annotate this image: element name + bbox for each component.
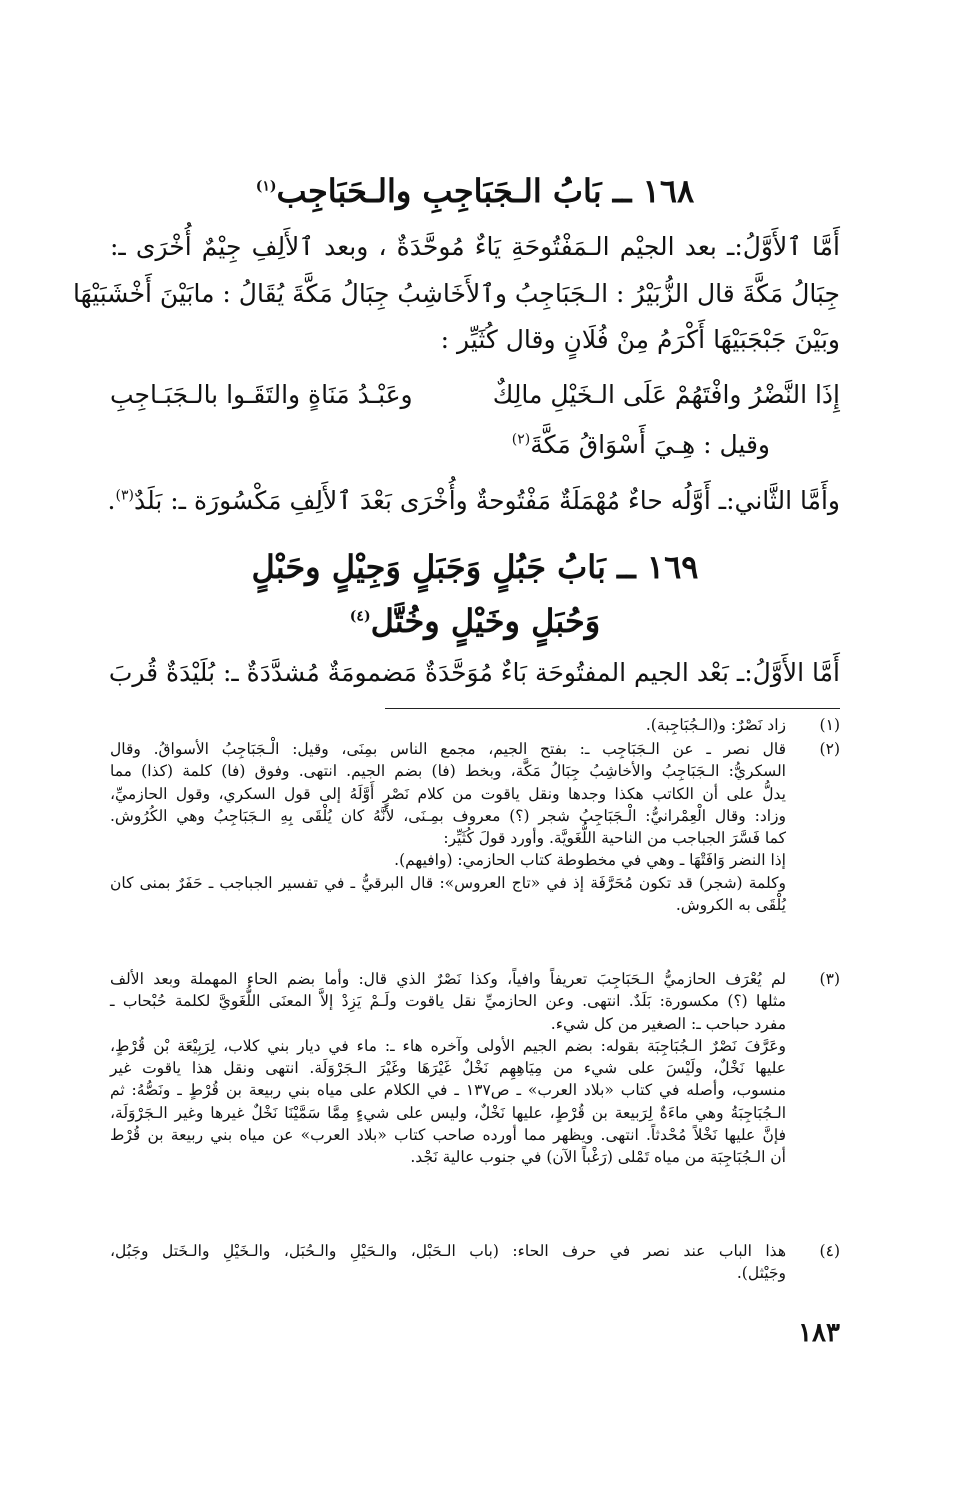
chapter-heading-168: ١٦٨ ــ بَابُ الـجَبَاجِبِ والـحَبَاجِب$^{(١)}$ [255, 172, 695, 210]
chapter-heading-169-continued: وَحُبَلٍ وخَيْلٍ وخُتَّل$^{(٤)}$ [349, 602, 601, 640]
body-line-7: أَمَّا الأَوَّلُ:ـ بَعْد الجيم المفتُوحَة بَاءٌ مُوَحَّدَةٌ مَضمومَةٌ مُشدَّدَةٌ ـ: بُلَيْدَةٌ قُربَ [108, 658, 840, 687]
verse-second-hemistich: وعَبْـدُ مَنَاةٍ والتَقَـوا بالـجَبَـاجِبِ [110, 380, 413, 409]
footnote-4: (٤) هذا الباب عند نصر في حرف الحاء: (باب الـحَبْل، والـحَيْلِ والـحُبَل، والـخَيْلِ والـخَتل وجَبُل، وجَيْثل). [110, 1242, 840, 1283]
body-line-6: وأَمَّا الثَّاني:ـ أَوَّلُه حاءٌ مُهْمَلَةٌ مَفْتُوحةٌ وأُخْرَى بَعْدَ ٱلأَلِفِ مَكْسُورَة ـ: بَلَدٌ$^{(٣)}$. [107, 486, 840, 515]
body-line-1: أَمَّا ٱلأَوَّلُ:ـ بعد الجيْم الـمَفْتُوحَةِ يَاءٌ مُوحَّدَةٌ ، وبعد ٱلأَلِفِ جِيْمٌ أُخْرَى ـ: [110, 232, 840, 261]
footnote-number: (١) [819, 716, 840, 734]
footnote-2: (٢) قال نصر ـ عن الـجَبَاجِب ـ: بفتح الجيم، مجمع الناس بمِنَى، وقيل: الْـجَبَاجِبُ الأسواقُ. وقال السكريُّ: الـجَبَاجِبُ والأخاشِبُ جِبَالُ مَكَّة، وبخط (فا) بضم الجيم. انتهى. وفوق (فا) كلمة (كذا) مما يدلُّ على أن الكاتب هكذا وجدها ونقل ياقوت من كلام نَصْرٍ أَوَّلَهُ إلى قول السكري، وقول الحازميِّ، وزاد: وقال الْعِمْرانيُّ: الْـجَبَاجِبُ شجر (؟) معروف بمِـنَى، لأنَّهُ كان يُلْقَى بِهِ الـجَبَاجِبُ وهي الكُرُوش. كما فَسَّرَ الجباجب من الناحية اللُّغَويَّة. وأورد قولَ كُثَيِّر: إذا النضر وَافَتْهَا ـ وهي في مخطوطة كتاب الحازمي: (وافيهم). وكلمة (شجر) قد تكون مُحَرَّفَة إذ في «تاج العروس»: قال البرقيُّ ـ في تفسير الجباجب ـ حَفَرٌ بمنى كان يُلْقَى به الكروش. [110, 740, 840, 915]
footnote-separator [385, 708, 840, 709]
body-line-3: وبَيْنَ جَبْجَبَيْهَا أَكْرَمُ مِنْ فُلَانٍ وقال كُثَيِّر : [440, 325, 840, 354]
verse-first-hemistich: إِذَا النَّضْرُ وافْتَهُمْ عَلَى الـخَيْلِ مالِكٌ [492, 380, 840, 409]
page-number: ١٨٣ [798, 1318, 840, 1348]
footnote-number: (٣) [819, 970, 840, 988]
footnote-1: (١) زاد نَصْرٌ: و(الـجُبَاجِبة). [110, 714, 840, 736]
body-line-2: جِبَالُ مَكَّةَ قال الزُّبَيْرُ : الـجَبَاجِبُ وٱلأَخَاشِبُ جِبَالُ مَكَّةَ يُقَالُ : مابَيْنَ أَخْشَبَيْهَا [73, 279, 840, 308]
footnote-3: (٣) لم يُعْرَف الحازميُّ الـحَبَاجِبَ تعريفاً وافياً، وكذا نَصْرٌ الذي قال: وأما بضم الحاء المهملة وبعد الألف مثلها (؟) مكسورة: بَلَدٌ. انتهى. وعن الحازميِّ نقل ياقوت ولَـمْ يَزِدْ إلاَّ المعنَى اللُّغَويَّ لكلمة حُبْحاب ـ مفرد حباحب ـ: الصغير من كل شيء. وعَرَّفَ نَصْرٌ الـجُبَاجِبَة بقوله: بضم الجيم الأولى وآخره هاء ـ: ماء في ديار بني كلاب، لِرَبِيْعَة بْن قُرْطٍ، عليها نَخْلٌ، ولَيْسَ على شيء من مِيَاهِهِم نَخْلٌ غَيْرَهَا وغَيْرَ الـجَرْوَلَة. انتهى ونقل هذا ياقوت غير منسوب، وأصله في كتاب «بلاد العرب» ـ ص١٣٧ ـ في الكلام على مياه بني ربيعة بن قُرْطٍ ـ ونَصُّهُ: ثم الـجُبَاجِبَةُ وهي ماءَةٌ لِرَبيعة بن قُرْطٍ، عليها نَخْلٌ، وليس على شيءٍ مِمَّا سَمَّيْنَا نَخْلٌ غيرها وغير الـجَرْوَلَة، فإنَّ عليها نَخْلاً مُحْدثاً. انتهى. ويظهر مما أورده صاحب كتاب «بلاد العرب» عن مياه بني ربيعة بن قُرْط أن الـجُبَاجِبَة من مياه تَمْلى (رَغْباً الآن) في جنوب عالية نَجْد. [110, 970, 840, 1167]
poetry-verse [110, 380, 840, 414]
body-line-5: وقيل : هِـيَ أَسْوَاقُ مَكَّةَ$^{(٢)}$ [511, 430, 770, 459]
chapter-heading-169: ١٦٩ ــ بَابُ جَبُلٍ وَجَبَلٍ وَجِيْلٍ وحَبْلٍ [251, 548, 699, 586]
book-page [73, 0, 840, 1485]
footnote-number: (٢) [819, 740, 840, 758]
footnote-number: (٤) [819, 1242, 840, 1260]
